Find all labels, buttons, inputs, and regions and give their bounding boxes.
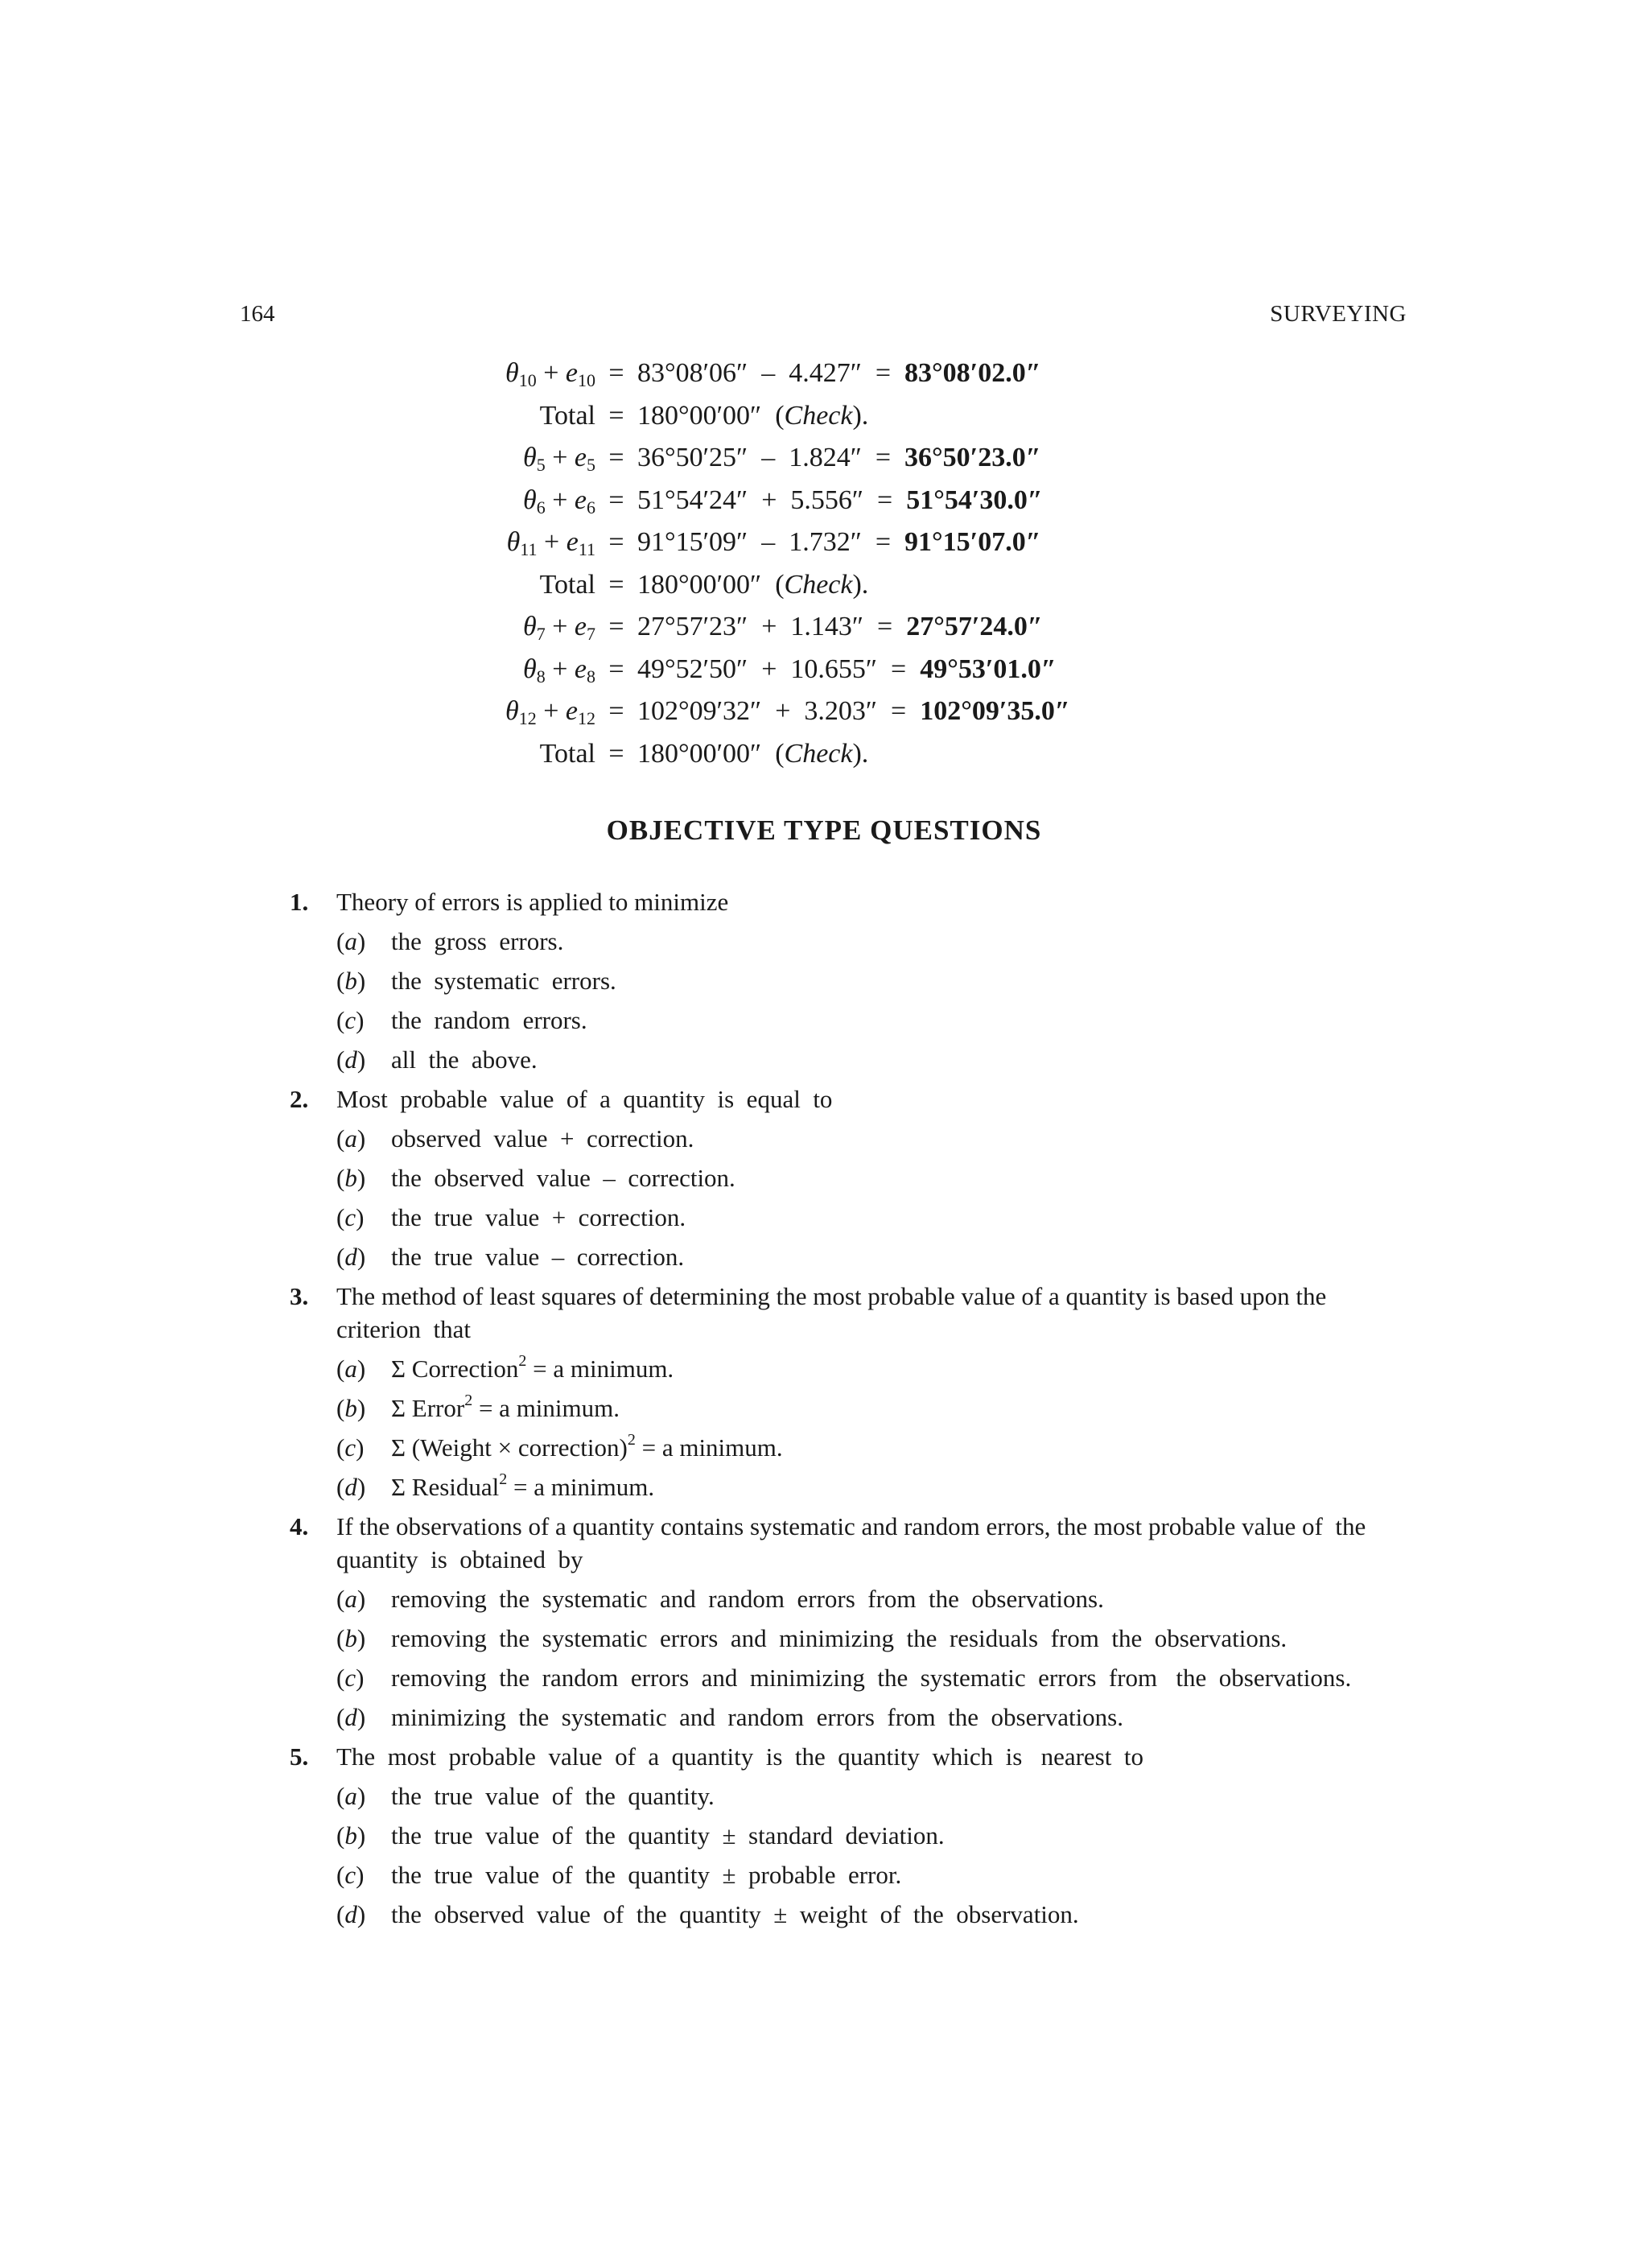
equation-expression: 51°54′24″ + 5.556″ = <box>637 485 907 515</box>
option-letter: (c) <box>336 1006 365 1034</box>
equation-lhs <box>451 564 595 607</box>
option-letter-char: c <box>344 1203 356 1231</box>
equation-lhs <box>451 480 595 522</box>
equation-lhs <box>451 353 595 395</box>
option-item <box>336 1779 1408 1812</box>
option-item <box>336 1240 1408 1273</box>
option-letter-char: d <box>344 1045 357 1074</box>
equation-row <box>451 733 1070 776</box>
plus-operator: + <box>545 612 575 642</box>
error-symbol: e <box>565 358 578 389</box>
question-text: Theory of errors is applied to minimize <box>336 888 729 916</box>
option-text: observed value + correction. <box>391 1124 694 1153</box>
option-expression: Σ Residual <box>391 1473 500 1501</box>
equation-expression: 49°52′50″ + 10.655″ = <box>637 654 921 684</box>
equation-row <box>451 691 1070 733</box>
error-subscript: 5 <box>587 455 595 476</box>
option-letter: (a) <box>336 1782 366 1810</box>
option-letter: (d) <box>336 1703 366 1731</box>
question-number: 2. <box>290 1085 309 1113</box>
theta-subscript: 6 <box>536 497 546 518</box>
check-tail: ). <box>852 738 869 769</box>
option-letter-char: c <box>344 1006 356 1034</box>
question-number: 4. <box>290 1512 309 1540</box>
equation-row <box>451 353 1070 395</box>
option-item <box>336 1352 1408 1385</box>
equation-row <box>451 649 1070 691</box>
total-label: Total <box>539 738 595 769</box>
error-subscript: 7 <box>587 624 595 645</box>
option-item <box>336 964 1408 997</box>
equation-expression: 180°00′00″ ( <box>637 400 785 431</box>
plus-operator: + <box>545 654 575 684</box>
question-item <box>274 885 1408 1076</box>
option-text: removing the systematic and random errors from the observations. <box>391 1585 1104 1613</box>
option-text: the true value of the quantity ± standard deviation. <box>391 1821 945 1849</box>
option-letter: (c) <box>336 1203 365 1231</box>
option-text <box>391 1433 783 1462</box>
equation-rhs <box>637 606 1070 649</box>
option-exponent: 2 <box>499 1470 508 1488</box>
equation-expression: 180°00′00″ ( <box>637 569 785 600</box>
plus-operator: + <box>536 696 566 727</box>
equation-lhs <box>451 522 595 564</box>
option-text <box>391 1394 620 1422</box>
option-text: the systematic errors. <box>391 967 616 995</box>
option-expression: Σ (Weight × correction) <box>391 1433 628 1462</box>
option-letter-char: b <box>344 1821 357 1849</box>
option-letter-char: d <box>344 1243 357 1271</box>
equation-lhs <box>451 606 595 649</box>
equation-lhs <box>451 395 595 438</box>
question-text: The method of least squares of determining the most probable value of a quantity is based upon the criterion that <box>336 1282 1339 1343</box>
equation-result: 102°09′35.0″ <box>920 696 1070 727</box>
option-item <box>336 1392 1408 1425</box>
option-letter: (c) <box>336 1861 365 1889</box>
equals-sign: = <box>608 443 624 473</box>
equation-row <box>451 437 1070 480</box>
error-symbol: e <box>574 654 587 684</box>
theta-subscript: 11 <box>520 539 538 560</box>
plus-operator: + <box>545 485 575 515</box>
option-letter: (c) <box>336 1433 365 1462</box>
option-letter: (b) <box>336 1164 366 1192</box>
option-letter-char: d <box>344 1900 357 1928</box>
equation-rhs <box>637 395 1070 438</box>
option-item <box>336 925 1408 958</box>
error-subscript: 12 <box>578 708 595 729</box>
equation-rhs <box>637 437 1070 480</box>
theta-symbol: θ <box>523 612 537 642</box>
option-letter-char: c <box>344 1861 356 1889</box>
check-label: Check <box>784 400 853 431</box>
equation-result: 36°50′23.0″ <box>904 443 1041 473</box>
option-letter: (b) <box>336 1394 366 1422</box>
error-symbol: e <box>574 443 587 473</box>
plus-operator: + <box>545 443 575 473</box>
equals-sign: = <box>608 400 624 431</box>
option-letter-char: b <box>344 967 357 995</box>
theta-symbol: θ <box>523 443 537 473</box>
option-expression: Σ Error <box>391 1394 465 1422</box>
equals-sign: = <box>608 612 624 642</box>
equation-rhs <box>637 733 1070 776</box>
question-text: If the observations of a quantity contains systematic and random errors, the most probable value of the quantity is obtained by <box>336 1512 1378 1573</box>
option-condition: = a minimum. <box>635 1433 783 1462</box>
check-label: Check <box>784 738 853 769</box>
question-item <box>274 1740 1408 1931</box>
theta-symbol: θ <box>506 527 521 558</box>
option-item <box>336 1701 1408 1734</box>
option-letter: (d) <box>336 1473 366 1501</box>
option-letter: (b) <box>336 1821 366 1849</box>
equals-sign: = <box>608 738 624 769</box>
equation-lhs <box>451 691 595 733</box>
question-text: The most probable value of a quantity is the quantity which is nearest to <box>336 1742 1143 1771</box>
option-condition: = a minimum. <box>526 1355 674 1383</box>
option-text: the true value of the quantity ± probable error. <box>391 1861 902 1889</box>
equation-expression: 180°00′00″ ( <box>637 738 785 769</box>
equals-sign: = <box>608 527 624 558</box>
option-text: the observed value – correction. <box>391 1164 735 1192</box>
equals-sign: = <box>608 569 624 600</box>
error-symbol: e <box>565 696 578 727</box>
option-text: the true value + correction. <box>391 1203 686 1231</box>
question-item <box>274 1082 1408 1273</box>
option-letter: (a) <box>336 1585 366 1613</box>
question-item <box>274 1510 1408 1734</box>
option-letter-char: b <box>344 1624 357 1652</box>
equation-rhs <box>637 564 1070 607</box>
option-text: all the above. <box>391 1045 538 1074</box>
option-letter: (b) <box>336 967 366 995</box>
equation-expression: 36°50′25″ – 1.824″ = <box>637 443 905 473</box>
option-exponent: 2 <box>464 1392 473 1409</box>
theta-symbol: θ <box>523 654 537 684</box>
equation-row <box>451 564 1070 607</box>
option-letter-char: c <box>344 1664 356 1692</box>
check-tail: ). <box>852 569 869 600</box>
option-item <box>336 1819 1408 1852</box>
option-item <box>336 1201 1408 1234</box>
equation-lhs <box>451 437 595 480</box>
option-text: the observed value of the quantity ± weight of the observation. <box>391 1900 1079 1928</box>
question-number: 5. <box>290 1742 309 1771</box>
theta-subscript: 8 <box>536 666 546 687</box>
equation-result: 91°15′07.0″ <box>904 527 1041 558</box>
option-exponent: 2 <box>518 1352 527 1370</box>
equation-rhs <box>637 649 1070 691</box>
option-text: the true value – correction. <box>391 1243 685 1271</box>
option-letter-char: a <box>344 1355 357 1383</box>
option-letter: (b) <box>336 1624 366 1652</box>
question-number: 1. <box>290 888 309 916</box>
equation-result: 27°57′24.0″ <box>906 612 1043 642</box>
question-text: Most probable value of a quantity is equal to <box>336 1085 833 1113</box>
plus-operator: + <box>536 358 566 389</box>
option-condition: = a minimum. <box>472 1394 620 1422</box>
equation-row <box>451 480 1070 522</box>
option-exponent: 2 <box>627 1431 636 1449</box>
check-tail: ). <box>852 400 869 431</box>
equation-expression: 83°08′06″ – 4.427″ = <box>637 358 905 389</box>
option-letter: (d) <box>336 1045 366 1074</box>
equation-result: 49°53′01.0″ <box>920 654 1057 684</box>
equals-sign: = <box>608 696 624 727</box>
equation-rhs <box>637 353 1070 395</box>
option-item <box>336 1622 1408 1655</box>
option-letter-char: d <box>344 1473 357 1501</box>
theta-subscript: 7 <box>536 624 546 645</box>
option-item <box>336 1898 1408 1931</box>
equation-rhs <box>637 480 1070 522</box>
option-text: the gross errors. <box>391 927 564 955</box>
option-item <box>336 1582 1408 1615</box>
theta-subscript: 10 <box>518 370 537 391</box>
error-subscript: 10 <box>578 370 595 391</box>
option-item <box>336 1122 1408 1155</box>
option-letter-char: b <box>344 1394 357 1422</box>
equation-lhs <box>451 649 595 691</box>
question-number: 3. <box>290 1282 309 1310</box>
equals-sign: = <box>608 654 624 684</box>
total-label: Total <box>539 400 595 431</box>
error-symbol: e <box>574 485 587 515</box>
option-text <box>391 1352 674 1383</box>
error-subscript: 6 <box>587 497 595 518</box>
theta-symbol: θ <box>505 696 519 727</box>
option-letter: (d) <box>336 1900 366 1928</box>
section-title: OBJECTIVE TYPE QUESTIONS <box>606 814 1042 846</box>
equation-expression: 91°15′09″ – 1.732″ = <box>637 527 905 558</box>
check-label: Check <box>784 569 853 600</box>
option-text <box>391 1470 655 1501</box>
theta-subscript: 12 <box>518 708 537 729</box>
option-letter-char: a <box>344 1585 357 1613</box>
option-letter-char: b <box>344 1164 357 1192</box>
option-letter: (d) <box>336 1243 366 1271</box>
option-letter-char: c <box>344 1433 356 1462</box>
equation-row <box>451 395 1070 438</box>
option-letter-char: d <box>344 1703 357 1731</box>
option-item <box>336 1161 1408 1194</box>
option-item <box>336 1043 1408 1076</box>
error-subscript: 8 <box>587 666 595 687</box>
option-expression: Σ Correction <box>391 1355 519 1383</box>
option-item <box>336 1431 1408 1464</box>
running-head: SURVEYING <box>1270 301 1407 327</box>
theta-symbol: θ <box>523 485 537 515</box>
equation-lhs <box>451 733 595 776</box>
option-letter-char: a <box>344 927 357 955</box>
error-symbol: e <box>566 527 579 558</box>
theta-subscript: 5 <box>536 455 546 476</box>
equation-rhs <box>637 522 1070 564</box>
option-item <box>336 1661 1408 1694</box>
question-list <box>274 885 1408 1937</box>
option-letter: (a) <box>336 1355 366 1383</box>
option-letter: (c) <box>336 1664 365 1692</box>
plus-operator: + <box>537 527 566 558</box>
equation-result: 83°08′02.0″ <box>904 358 1041 389</box>
error-subscript: 11 <box>578 539 595 560</box>
question-item <box>274 1280 1408 1503</box>
option-letter: (a) <box>336 927 366 955</box>
equation-result: 51°54′30.0″ <box>906 485 1043 515</box>
option-text: the random errors. <box>391 1006 587 1034</box>
equals-sign: = <box>608 358 624 389</box>
equation-row <box>451 606 1070 649</box>
equation-expression: 102°09′32″ + 3.203″ = <box>637 696 921 727</box>
equation-rhs <box>637 691 1070 733</box>
option-item <box>336 1470 1408 1503</box>
equation-row <box>451 522 1070 564</box>
option-letter-char: a <box>344 1782 357 1810</box>
error-symbol: e <box>574 612 587 642</box>
option-letter: (a) <box>336 1124 366 1153</box>
option-text: minimizing the systematic and random errors from the observations. <box>391 1703 1123 1731</box>
option-item <box>336 1858 1408 1891</box>
option-condition: = a minimum. <box>507 1473 655 1501</box>
option-text: the true value of the quantity. <box>391 1782 715 1810</box>
option-letter-char: a <box>344 1124 357 1153</box>
page-number: 164 <box>240 301 275 327</box>
option-text: removing the random errors and minimizing the systematic errors from the observations. <box>391 1664 1352 1692</box>
option-item <box>336 1004 1408 1037</box>
equals-sign: = <box>608 485 624 515</box>
equation-table <box>451 353 1070 775</box>
theta-symbol: θ <box>505 358 519 389</box>
total-label: Total <box>539 569 595 600</box>
option-text: removing the systematic errors and minimizing the residuals from the observations. <box>391 1624 1288 1652</box>
equation-expression: 27°57′23″ + 1.143″ = <box>637 612 907 642</box>
